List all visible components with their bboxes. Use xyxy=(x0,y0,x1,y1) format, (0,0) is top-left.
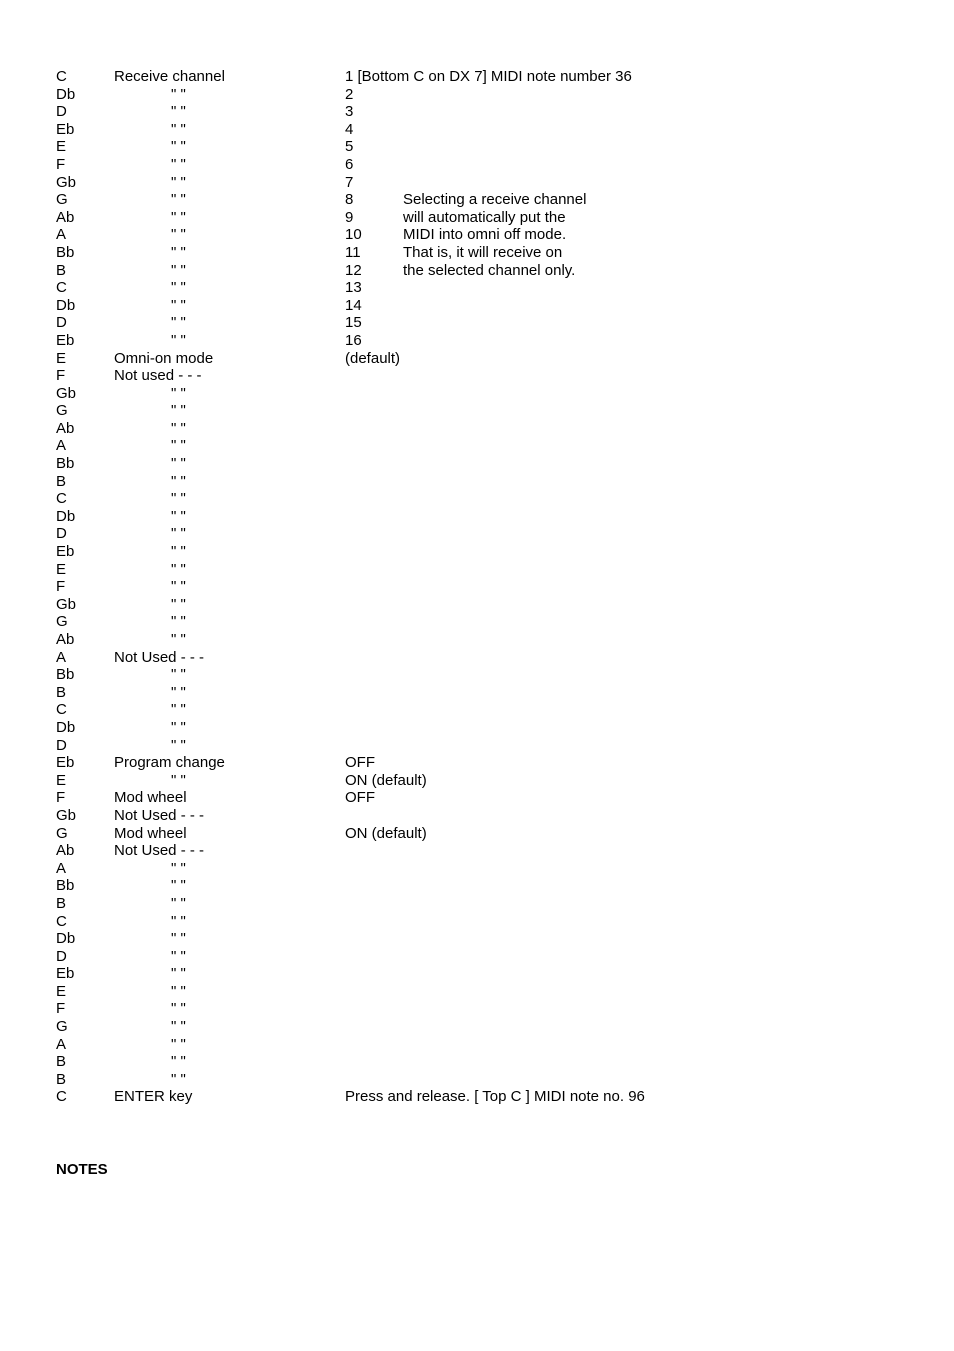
note-name: Bb xyxy=(56,877,75,895)
table-row xyxy=(56,262,916,280)
table-row xyxy=(56,332,916,350)
table-row xyxy=(56,244,916,262)
table-row xyxy=(56,121,916,139)
function-label: " " xyxy=(171,947,186,965)
setting-value: OFF xyxy=(345,754,375,772)
table-row xyxy=(56,613,916,631)
setting-value: 2 xyxy=(345,85,354,103)
table-row xyxy=(56,209,916,227)
function-label: " " xyxy=(171,912,186,930)
function-label: Not Used - - - xyxy=(114,648,205,666)
note-name: Ab xyxy=(56,631,75,648)
function-label: " " xyxy=(171,595,186,613)
setting-value: 7 xyxy=(345,173,354,191)
function-label: " " xyxy=(171,226,186,244)
note-name: A xyxy=(56,437,67,455)
table-row xyxy=(56,737,916,755)
setting-value: 14 xyxy=(345,296,362,314)
function-label: " " xyxy=(171,965,186,983)
note-name: Db xyxy=(56,718,76,736)
table-row xyxy=(56,754,916,772)
midi-note-function-table xyxy=(56,68,916,1106)
function-label: " " xyxy=(171,982,186,1000)
function-label: " " xyxy=(171,490,186,508)
note-name: F xyxy=(56,578,66,596)
note-name: G xyxy=(56,824,68,842)
note-name: B xyxy=(56,683,67,701)
note-name: Eb xyxy=(56,120,75,138)
function-label: " " xyxy=(171,261,186,279)
setting-value: 3 xyxy=(345,103,354,121)
setting-value: 12 xyxy=(345,261,362,279)
function-label: " " xyxy=(171,85,186,103)
note-name: E xyxy=(56,349,67,367)
setting-value: OFF xyxy=(345,789,375,807)
table-row xyxy=(56,473,916,491)
table-row xyxy=(56,1018,916,1036)
note-name: D xyxy=(56,103,67,121)
table-row xyxy=(56,930,916,948)
note-name: F xyxy=(56,1000,66,1018)
function-label: " " xyxy=(171,437,186,455)
table-row xyxy=(56,983,916,1001)
function-label: Omni-on mode xyxy=(114,349,214,367)
function-label: Program change xyxy=(114,754,225,772)
function-label: " " xyxy=(171,1018,186,1036)
note-name: A xyxy=(56,648,67,666)
function-label: " " xyxy=(171,507,186,525)
setting-value: 16 xyxy=(345,331,362,349)
setting-value: 13 xyxy=(345,279,362,297)
note-name: Db xyxy=(56,507,76,525)
note-name: D xyxy=(56,525,67,543)
note-name: F xyxy=(56,155,66,173)
function-label: ENTER key xyxy=(114,1088,193,1106)
table-row xyxy=(56,649,916,667)
note-name: A xyxy=(56,859,67,877)
function-label: " " xyxy=(171,736,186,754)
function-label: " " xyxy=(171,120,186,138)
note-name: E xyxy=(56,560,67,578)
note-name: A xyxy=(56,226,67,244)
function-label: Not Used - - - xyxy=(114,842,205,860)
note-name: B xyxy=(56,261,67,279)
note-name: C xyxy=(56,701,67,719)
function-label: " " xyxy=(171,701,186,719)
table-row xyxy=(56,68,916,86)
setting-value: 15 xyxy=(345,314,362,332)
function-label: " " xyxy=(171,455,186,473)
note-name: Gb xyxy=(56,806,77,824)
function-label: " " xyxy=(171,1035,186,1053)
function-label: " " xyxy=(171,1053,186,1071)
function-label: " " xyxy=(171,859,186,877)
function-label: " " xyxy=(171,771,186,789)
table-row xyxy=(56,138,916,156)
note-name: G xyxy=(56,1018,68,1036)
setting-value: 5 xyxy=(345,138,354,156)
note-name: Db xyxy=(56,296,76,314)
table-row xyxy=(56,561,916,579)
note-name: Db xyxy=(56,930,76,948)
table-row xyxy=(56,789,916,807)
function-label: Mod wheel xyxy=(114,824,187,842)
table-row xyxy=(56,877,916,895)
note-name: B xyxy=(56,1070,67,1088)
remark-text: the selected channel only. xyxy=(403,261,576,279)
table-row xyxy=(56,701,916,719)
table-row xyxy=(56,860,916,878)
setting-value: 11 xyxy=(345,243,361,261)
setting-value: 4 xyxy=(345,120,354,138)
table-row xyxy=(56,86,916,104)
table-row xyxy=(56,825,916,843)
table-row xyxy=(56,314,916,332)
setting-value: 9 xyxy=(345,208,354,226)
table-row xyxy=(56,350,916,368)
table-row xyxy=(56,437,916,455)
function-label: " " xyxy=(171,191,186,209)
table-row xyxy=(56,226,916,244)
note-name: G xyxy=(56,402,68,420)
function-label: " " xyxy=(171,138,186,156)
note-name: Ab xyxy=(56,842,75,860)
note-name: G xyxy=(56,191,68,209)
note-name: Eb xyxy=(56,965,75,983)
table-row xyxy=(56,156,916,174)
remark-text: Selecting a receive channel xyxy=(403,191,587,209)
table-row xyxy=(56,1088,916,1106)
function-label: " " xyxy=(171,613,186,631)
table-row xyxy=(56,543,916,561)
setting-value: ON (default) xyxy=(345,771,427,789)
table-row xyxy=(56,490,916,508)
note-name: B xyxy=(56,894,67,912)
function-label: " " xyxy=(171,683,186,701)
note-name: Eb xyxy=(56,543,75,561)
note-name: Eb xyxy=(56,331,75,349)
function-label: " " xyxy=(171,560,186,578)
table-row xyxy=(56,191,916,209)
table-row xyxy=(56,420,916,438)
table-row xyxy=(56,367,916,385)
table-row xyxy=(56,402,916,420)
function-label: " " xyxy=(171,525,186,543)
note-name: D xyxy=(56,736,67,754)
function-label: " " xyxy=(171,314,186,332)
function-label: " " xyxy=(171,155,186,173)
remark-text: will automatically put the xyxy=(403,208,566,226)
function-label: " " xyxy=(171,296,186,314)
table-row xyxy=(56,1071,916,1089)
note-name: C xyxy=(56,912,67,930)
table-row xyxy=(56,1053,916,1071)
setting-value: (default) xyxy=(345,349,401,367)
function-label: " " xyxy=(171,402,186,420)
table-row xyxy=(56,807,916,825)
note-name: B xyxy=(56,1053,67,1071)
note-name: Bb xyxy=(56,243,75,261)
setting-value: 8 xyxy=(345,191,354,209)
setting-value: 6 xyxy=(345,155,354,173)
note-name: Bb xyxy=(56,666,75,684)
note-name: C xyxy=(56,279,67,297)
table-row xyxy=(56,631,916,649)
table-row xyxy=(56,913,916,931)
function-label: " " xyxy=(171,243,186,261)
table-row xyxy=(56,948,916,966)
remark-text: That is, it will receive on xyxy=(403,243,563,261)
note-name: G xyxy=(56,613,68,631)
function-label: " " xyxy=(171,384,186,402)
notes-heading: NOTES xyxy=(56,1161,108,1178)
function-label: " " xyxy=(171,930,186,948)
note-name: C xyxy=(56,1088,67,1106)
table-row xyxy=(56,297,916,315)
function-label: " " xyxy=(171,666,186,684)
note-name: Ab xyxy=(56,419,75,437)
table-row xyxy=(56,719,916,737)
note-name: Gb xyxy=(56,384,77,402)
function-label: " " xyxy=(171,578,186,596)
function-label: " " xyxy=(171,894,186,912)
table-row xyxy=(56,895,916,913)
table-row xyxy=(56,965,916,983)
note-name: F xyxy=(56,789,66,807)
table-row xyxy=(56,455,916,473)
note-name: Db xyxy=(56,85,76,103)
table-row xyxy=(56,103,916,121)
note-name: B xyxy=(56,472,67,490)
function-label: " " xyxy=(171,718,186,736)
function-label: " " xyxy=(171,472,186,490)
note-name: E xyxy=(56,982,67,1000)
note-name: D xyxy=(56,314,67,332)
function-label: Not Used - - - xyxy=(114,806,205,824)
table-row xyxy=(56,385,916,403)
note-name: E xyxy=(56,771,67,789)
function-label: Not used - - - xyxy=(114,367,202,385)
note-name: Bb xyxy=(56,455,75,473)
setting-value: Press and release. [ Top C ] MIDI note no. 96 xyxy=(345,1088,645,1106)
function-label: " " xyxy=(171,208,186,226)
table-row xyxy=(56,684,916,702)
setting-value: 1 [Bottom C on DX 7] MIDI note number 36 xyxy=(345,68,632,85)
function-label: " " xyxy=(171,103,186,121)
setting-value: 10 xyxy=(345,226,362,244)
function-label: " " xyxy=(171,631,186,648)
function-label: " " xyxy=(171,1000,186,1018)
function-label: " " xyxy=(171,543,186,561)
function-label: " " xyxy=(171,1070,186,1088)
note-name: Eb xyxy=(56,754,75,772)
table-row xyxy=(56,578,916,596)
function-label: " " xyxy=(171,877,186,895)
table-row xyxy=(56,1000,916,1018)
remark-text: MIDI into omni off mode. xyxy=(403,226,567,244)
function-label: " " xyxy=(171,279,186,297)
note-name: A xyxy=(56,1035,67,1053)
table-row xyxy=(56,525,916,543)
table-row xyxy=(56,666,916,684)
table-row xyxy=(56,174,916,192)
note-name: Ab xyxy=(56,208,75,226)
note-name: D xyxy=(56,947,67,965)
table-row xyxy=(56,1036,916,1054)
note-name: Gb xyxy=(56,595,77,613)
table-row xyxy=(56,508,916,526)
note-name: C xyxy=(56,490,67,508)
table-row xyxy=(56,842,916,860)
setting-value: ON (default) xyxy=(345,824,427,842)
function-label: " " xyxy=(171,419,186,437)
note-name: E xyxy=(56,138,67,156)
table-row xyxy=(56,772,916,790)
note-name: Gb xyxy=(56,173,77,191)
note-name: C xyxy=(56,68,67,85)
function-label: Receive channel xyxy=(114,68,225,85)
note-name: F xyxy=(56,367,66,385)
function-label: " " xyxy=(171,173,186,191)
function-label: " " xyxy=(171,331,186,349)
table-row xyxy=(56,279,916,297)
function-label: Mod wheel xyxy=(114,789,187,807)
table-row xyxy=(56,596,916,614)
